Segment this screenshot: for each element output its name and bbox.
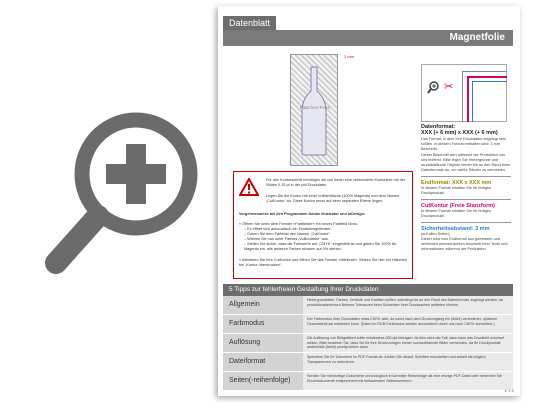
warning-text-4: » Öffnen Sie unter dem Fenster »Farbfelder« ein neues Farbfeld hinzu. (239, 222, 359, 226)
tips-table (223, 296, 513, 391)
safety-margin-heading: Sicherheitsabstand: 3 mm (421, 226, 490, 232)
warning-text-5: – Es öffnet sich automatisch ein Einstellungsfenster. (244, 227, 332, 231)
warning-text-1: Für den Konturschnitt benötigen wir von Ihnen eine vektorisierte Konturlinie mit der Stärke 0,25 pt in der pdf-Druckdatei. (266, 178, 406, 187)
warning-icon (239, 178, 259, 196)
tip-row (223, 353, 513, 372)
final-format-text: In diesem Format erhalten Sie Ihr fertiges Druckprodukt. (421, 186, 491, 195)
zoom-in-icon[interactable] (44, 108, 204, 278)
tip-label: Dateiformat (223, 353, 303, 371)
format-text: Das Format, in dem Ihre Druckdaten angelegt sein sollten. In diesem Format enthalten sind: 3 mm Beschnitt. (421, 137, 507, 151)
warning-box (233, 171, 413, 279)
warning-text-6: – Geben Sie dem Farbfeld den Namen „CutKontur“. (244, 232, 331, 236)
format-info (421, 124, 511, 252)
scissors-icon: ✂ (444, 81, 454, 93)
tip-row (223, 334, 513, 353)
tip-row (223, 296, 513, 315)
tip-text: Senden Sie mehrseitige Dokumente chronologisch in korrekter Reihenfolge als eine einzige PDF-Datei oder benennen Sie Einzeldokumente entsprechend mit fortlaufenden Seitennummern. (303, 372, 513, 390)
tip-label: Allgemein (223, 296, 303, 314)
warning-text-2: Legen Sie die Kontur mit einer Vollfarbfläche (100% Magenta) und dem Namen „CutKontur“ an. Diese Kontur muss auf einer separaten Ebene liegen. (266, 194, 400, 203)
cut-contour-text: In diesem Format erhalten Sie Ihr fertiges Druckprodukt. (421, 209, 491, 218)
warning-text-8: – Stellen Sie sicher, dass die Farbwerte auf „CMYK“ eingestellt ist und geben Sie 100% für Magenta ein, alle anderen Farben müssen auf 0% stehen. (244, 242, 397, 251)
bottle-label: Flaschen-Form (299, 105, 331, 110)
datasheet-preview (218, 6, 520, 396)
header-tab: Datenblatt (223, 16, 276, 30)
bottle-shape-icon (300, 65, 328, 157)
format-diagram (290, 54, 338, 166)
product-title: Magnetfolie (223, 30, 513, 46)
warning-text-3: Vorgehensweise bei den Programmen Adobe Illustrator und InDesign: (239, 212, 366, 216)
tip-label: Seiten(-reihenfolge) (223, 372, 303, 390)
format-corner-graphic (462, 71, 507, 122)
tip-text: Die Auflösung von Bildgrafiken sollte mindestens 300 dpi betragen. Ist dies nicht der Fall, dann kann das Druckbild unscharf wirken. Bitte beachten Sie, dass Sie für Ihre Druckvorlagen immer hochauflösende Bilder verwenden, da Ihr Druckprodukt andernfalls (leicht) pixelig wirken kann. (303, 334, 513, 352)
cut-contour-heading: CutKontur (Freie Stanzform) (421, 203, 495, 209)
warning-text-7: – Wählen Sie nun unter Farbart „Volltonfarbe“ aus. (244, 237, 329, 241)
warning-text-9: » Aktivieren Sie Ihre CutKontur und öffnen Sie das Fenster »Attribute«. Setzen Sie hier ein Häkchen bei „Kontur überdrucken“. (239, 258, 407, 267)
version-label: v. 1.0 (504, 388, 514, 393)
safety-margin-text: Dieser wird vom Endformat aus gemessen und verhindert unerwünschten Anschnitt Ihrer Texte und Informationen während der Produktion. (421, 237, 508, 251)
format-heading: Datenformat: (421, 124, 456, 130)
tip-label: Farbmodus (223, 315, 303, 333)
tip-row (223, 315, 513, 334)
zoom-in-small-icon (427, 81, 439, 94)
tips-heading: 5 Tipps zur fehlerfreien Gestaltung Ihrer Druckdaten (223, 284, 513, 296)
safety-margin-sub: (auf allen Seiten) (421, 232, 450, 236)
format-legend-box (421, 64, 507, 122)
tip-text: Hintergrundbilder, Farben, Verläufe und Grafiken sollten unbedingt bis an den Rand des Datenformats angelegt werden, da produktionstechnisch kleinere Toleranzen beim Schneiden Ihrer Drucksachen auftreten können. (303, 296, 513, 314)
format-text-2: Dieser Beschnitt wird während der Produktion von uns entfernt. Bitte legen Sie Hintergründe und randabfallende Objekte immer bis an den Rand Ihres Datenformats an, um weiße Ränder zu vermeiden. (421, 153, 511, 172)
tip-row (223, 372, 513, 391)
final-format-heading: Endformat: XXX x XXX mm (421, 180, 492, 186)
tip-text: Speichern Sie Ihr Dokument im PDF-Format ab. Achten Sie darauf, Schriften einzubetten und soweit als möglich Transparenzen zu reduzieren. (303, 353, 513, 371)
format-size: XXX (+ 6 mm) x XXX (+ 6 mm) (421, 130, 498, 136)
tip-text: Der Farbmodus Ihrer Druckdaten muss CMYK sein, da sonst nach dem Druckvorgang ein (leicht) veränderter, optischer Gesamteindruck entstehen kann. (Daten im RGB-Farbmodus werden automatisch durch uns nach CMYK konvertiert.) (303, 315, 513, 333)
tip-label: Auflösung (223, 334, 303, 352)
bleed-label: 2 mm (344, 54, 354, 59)
